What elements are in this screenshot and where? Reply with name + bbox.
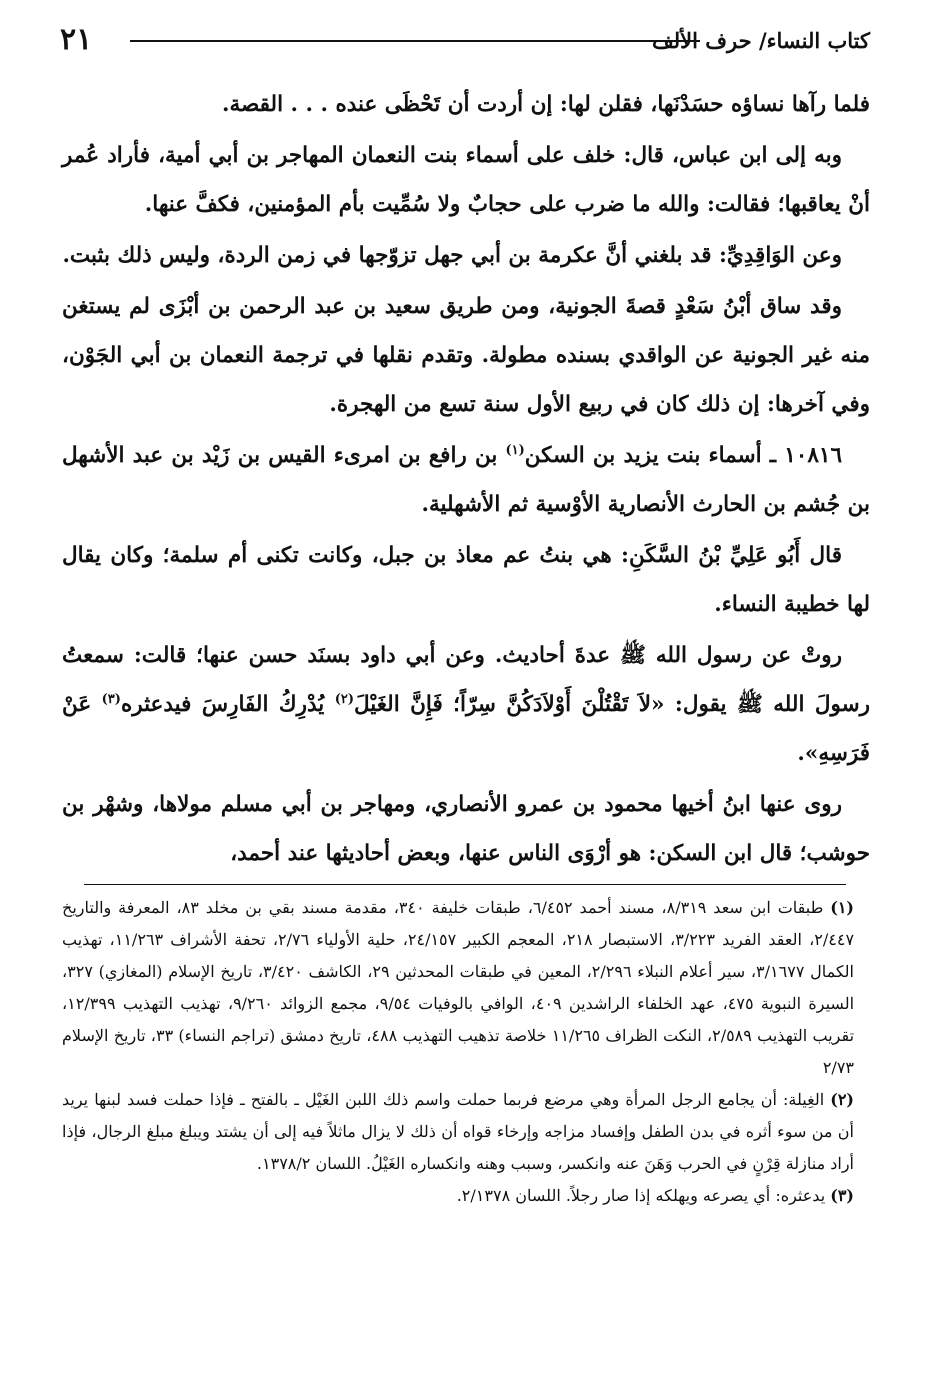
entry-name: أسماء بنت يزيد بن السكن bbox=[524, 443, 762, 468]
footnote bbox=[62, 1084, 854, 1180]
hadith-paragraph bbox=[62, 631, 870, 778]
footnote bbox=[62, 1180, 854, 1212]
main-text bbox=[62, 80, 870, 880]
paragraph: وقد ساق أبْنُ سَعْدٍ قصةَ الجونية، ومن طريق سعيد بن عبد الرحمن بن أبْزَى لم يستغن منه غير الجونية عن الواقدي بسنده مطولة. وتقدم نقلها في ترجمة النعمان بن أبي الجَوْن، وفي آخرها: إن ذلك كان في ربيع الأول سنة تسع من الهجرة. bbox=[62, 294, 871, 417]
paragraph: روى عنها ابنُ أخيها محمود بن عمرو الأنصاري، ومهاجر بن أبي مسلم مولاها، وشهْر بن حوشب؛ قال ابن السكن: هو أرْوَى الناس عنها، وبعض أحاديثها عند أحمد، bbox=[62, 792, 870, 866]
page-number: ٢١ bbox=[60, 22, 93, 57]
entry-number: ١٠٨١٦ ـ bbox=[769, 443, 842, 468]
footnote-label: (١) bbox=[830, 898, 854, 917]
paragraph: وبه إلى ابن عباس، قال: خلف على أسماء بنت النعمان المهاجر بن أبي أمية، فأراد عُمر أنْ يعاقبها؛ فقالت: والله ما ضرب على حجابٌ ولا سُمِّيت بأم المؤمنين، فكفَّ عنها. bbox=[62, 143, 870, 217]
paragraph: وعن الوَاقِدِيِّ: قد بلغني أنَّ عكرمة بن أبي جهل تزوّجها في زمن الردة، وليس ذلك بثبت. bbox=[62, 243, 842, 268]
footnote-ref: (١) bbox=[505, 442, 525, 458]
footnote-label: (٢) bbox=[830, 1090, 854, 1109]
hadith-text: روتْ عن رسول الله ﷺ عدةَ أحاديث. وعن أبي داود بسنَد حسن عنها؛ قالت: سمعتُ رسولَ الله ﷺ يقول: «لاَ تَقْتُلْنَ أَوْلاَدَكُنَّ سِرّاً؛ فَإِنَّ الغَيْلَ bbox=[62, 643, 871, 717]
footnote-text: طبقات ابن سعد ٨/٣١٩، مسند أحمد ٦/٤٥٢، طبقات خليفة ٣٤٠، مقدمة مسند بقي بن مخلد ٨٣، المعرفة والتاريخ ٢/٤٤٧، العقد الفريد ٣/٢٢٣، الاستبصار ٢١٨، المعجم الكبير ٢٤/١٥٧، حلية الأولياء ٢/٧٦، تحفة الأشراف ١١/٢٦٣، تهذيب الكمال ٣/١٦٧٧، سير أعلام النبلاء ٢/٢٩٦، المعين في طبقات المحدثين ٢٩، الكاشف ٣/٤٢٠، تاريخ الإسلام (المغازي) ٣٢٧، السيرة النبوية ٤٧٥، عهد الخلفاء الراشدين ٤٠٩، الوافي بالوفيات ٩/٥٤، مجمع الزوائد ٩/٢٦٠، تهذيب التهذيب ١٢/٣٩٩، تقريب التهذيب ٢/٥٨٩، النكت الظراف ١١/٢٦٥ خلاصة تذهيب التهذيب ٤٨٨، تاريخ دمشق (تراجم النساء) ٣٣، تاريخ الإسلام ٢/٧٣ bbox=[62, 898, 855, 1077]
entry-heading bbox=[62, 431, 870, 529]
page-header bbox=[60, 22, 870, 66]
paragraph: قال أَبُو عَلِيِّ بْنُ السَّكَنِ: هي بنتُ عم معاذ بن جبل، وكانت تكنى أم سلمة؛ وكان يقال لها خطيبة النساء. bbox=[62, 543, 870, 617]
footnotes bbox=[62, 892, 854, 1212]
footnote-separator bbox=[84, 884, 846, 885]
header-rule bbox=[130, 40, 700, 42]
hadith-text: عَنْ فَرَسِهِ». bbox=[62, 692, 870, 766]
hadith-text: يُدْرِكُ الفَارِسَ فيدعثره bbox=[120, 692, 335, 717]
paragraph: فلما رآها نساؤه حسَدْنَها، فقلن لها: إن أردت أن تَحْظَى عنده . . . القصة. bbox=[222, 92, 870, 117]
running-title: كتاب النساء/ حرف الألف bbox=[652, 28, 870, 53]
entry-lineage: بن رافع بن امرىء القيس بن زَيْد بن عبد الأشهل بن جُشم بن الحارث الأنصارية الأوْسية ثم الأشهلية. bbox=[62, 443, 870, 517]
footnote-ref: (٣) bbox=[101, 691, 121, 707]
footnote-text: يدعثره: أي يصرعه ويهلكه إذا صار رجلاً. اللسان ٢/١٣٧٨. bbox=[456, 1186, 826, 1205]
footnote-label: (٣) bbox=[830, 1186, 854, 1205]
footnote-ref: (٢) bbox=[334, 691, 354, 707]
footnote bbox=[62, 892, 854, 1084]
footnote-text: الغِيلة: أن يجامع الرجل المرأة وهي مرضع فربما حملت واسم ذلك اللبن الغَيْل ـ بالفتح ـ فإذا حملت فسد لبنها يريد أن من سوء أثره في بدن الطفل وإفساد مزاجه وإرخاء قواه أن ذلك لا يزال ماثلاً فيه إلى أن يشتد ويبلغ مبلغ الرجال، فإذا أراد منازلة قِرْنٍ في الحرب وَهَنَ عنه وانكسر، وسبب وهنه وانكساره الغَيْلُ. اللسان ١٣٧٨/٢. bbox=[62, 1090, 854, 1173]
